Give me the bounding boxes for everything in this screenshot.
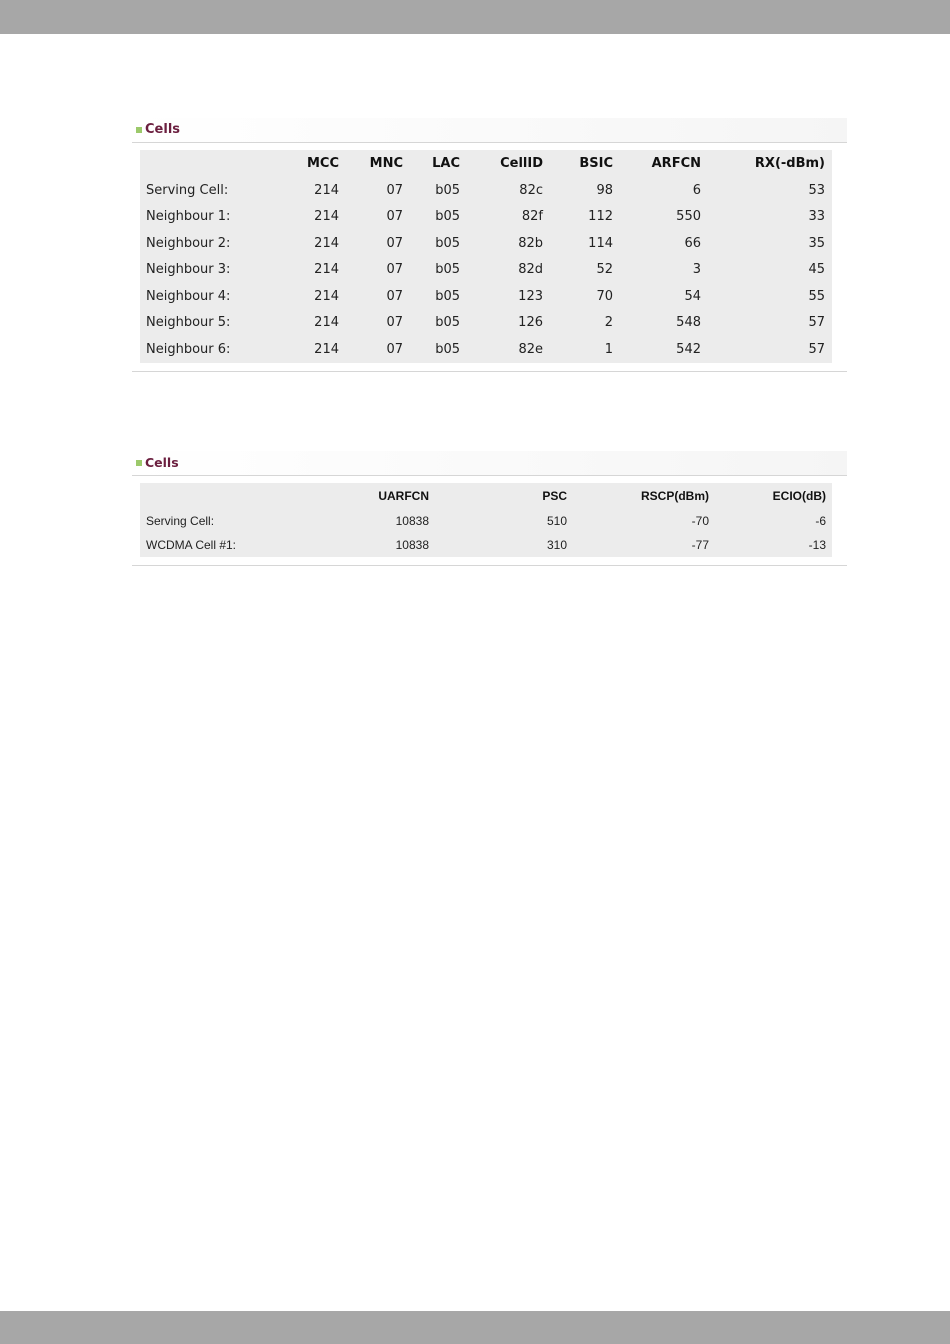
- bottom-bar: [0, 1311, 950, 1344]
- table-cell: 126: [518, 315, 543, 330]
- row-label: WCDMA Cell #1:: [146, 538, 237, 552]
- table-cell: b05: [435, 342, 460, 357]
- table-cell: 98: [596, 183, 613, 198]
- table-cell: 07: [386, 315, 403, 330]
- table-cell: 52: [596, 262, 613, 277]
- panel-header: [132, 118, 847, 143]
- table-cell: 214: [314, 236, 339, 251]
- column-header-ecio-db: ECIO(dB): [772, 489, 826, 503]
- panel-title: Cells: [145, 455, 179, 470]
- wcdma-cells-panel: [132, 451, 847, 566]
- row-label: Neighbour 6:: [146, 342, 231, 357]
- column-header-lac: LAC: [432, 156, 460, 171]
- row-label: Neighbour 1:: [146, 209, 231, 224]
- table-cell: 53: [808, 183, 825, 198]
- table-cell: 70: [596, 289, 613, 304]
- table-cell: 55: [808, 289, 825, 304]
- table-cell: 2: [604, 315, 613, 330]
- table-cell: 66: [684, 236, 701, 251]
- table-cell: 45: [808, 262, 825, 277]
- table-cell: 33: [808, 209, 825, 224]
- table-cell: 07: [386, 209, 403, 224]
- table-cell: 35: [808, 236, 825, 251]
- table-cell: 114: [588, 236, 613, 251]
- row-label: Neighbour 4:: [146, 289, 231, 304]
- table-cell: b05: [435, 183, 460, 198]
- table-cell: 82e: [518, 342, 543, 357]
- table-cell: b05: [435, 289, 460, 304]
- table-cell: 07: [386, 262, 403, 277]
- column-header-mnc: MNC: [369, 156, 403, 171]
- table-cell: 310: [546, 538, 567, 552]
- table-cell: 214: [314, 209, 339, 224]
- table-cell: -13: [808, 538, 826, 552]
- column-header-rx-dbm: RX(-dBm): [754, 156, 825, 171]
- column-header-arfcn: ARFCN: [651, 156, 701, 171]
- column-header-bsic: BSIC: [579, 156, 613, 171]
- table-cell: 123: [518, 289, 543, 304]
- wcdma-cells-table: [140, 483, 832, 557]
- row-label: Neighbour 3:: [146, 262, 231, 277]
- table-cell: 82c: [519, 183, 543, 198]
- table-cell: 82f: [521, 209, 543, 224]
- table-cell: b05: [435, 315, 460, 330]
- table-cell: 07: [386, 342, 403, 357]
- table-cell: 07: [386, 236, 403, 251]
- row-label: Neighbour 2:: [146, 236, 231, 251]
- table-cell: 07: [386, 289, 403, 304]
- bullet-icon: [136, 460, 142, 466]
- table-cell: 6: [692, 183, 701, 198]
- table-cell: 214: [314, 342, 339, 357]
- table-cell: 82d: [518, 262, 543, 277]
- column-header-rscp-dbm: RSCP(dBm): [641, 489, 709, 503]
- table-cell: 57: [808, 342, 825, 357]
- table-cell: 112: [588, 209, 613, 224]
- gsm-cells-panel: [132, 118, 847, 372]
- table-cell: 82b: [518, 236, 543, 251]
- table-cell: 214: [314, 315, 339, 330]
- table-cell: 214: [314, 262, 339, 277]
- column-header-mcc: MCC: [306, 156, 339, 171]
- table-cell: -77: [691, 538, 709, 552]
- table-cell: b05: [435, 236, 460, 251]
- gsm-cells-table: [140, 150, 832, 363]
- table-cell: 3: [692, 262, 701, 277]
- bullet-icon: [136, 127, 142, 133]
- table-cell: 10838: [395, 538, 429, 552]
- row-label: Serving Cell:: [146, 183, 229, 198]
- table-cell: 214: [314, 183, 339, 198]
- table-cell: 10838: [395, 514, 429, 528]
- panel-title: Cells: [145, 122, 181, 137]
- table-cell: -70: [691, 514, 709, 528]
- table-cell: 550: [676, 209, 701, 224]
- table-cell: 57: [808, 315, 825, 330]
- table-cell: b05: [435, 209, 460, 224]
- row-label: Serving Cell:: [146, 514, 215, 528]
- table-cell: 510: [546, 514, 567, 528]
- panel-header: [132, 451, 847, 476]
- table-cell: -6: [815, 514, 826, 528]
- table-cell: 214: [314, 289, 339, 304]
- table-cell: 548: [676, 315, 701, 330]
- top-bar: [0, 0, 950, 34]
- row-label: Neighbour 5:: [146, 315, 231, 330]
- table-cell: 54: [684, 289, 701, 304]
- column-header-cellid: CellID: [500, 156, 543, 171]
- table-cell: b05: [435, 262, 460, 277]
- column-header-psc: PSC: [542, 489, 567, 503]
- table-cell: 542: [676, 342, 701, 357]
- table-cell: 1: [604, 342, 613, 357]
- column-header-uarfcn: UARFCN: [378, 489, 429, 503]
- table-cell: 07: [386, 183, 403, 198]
